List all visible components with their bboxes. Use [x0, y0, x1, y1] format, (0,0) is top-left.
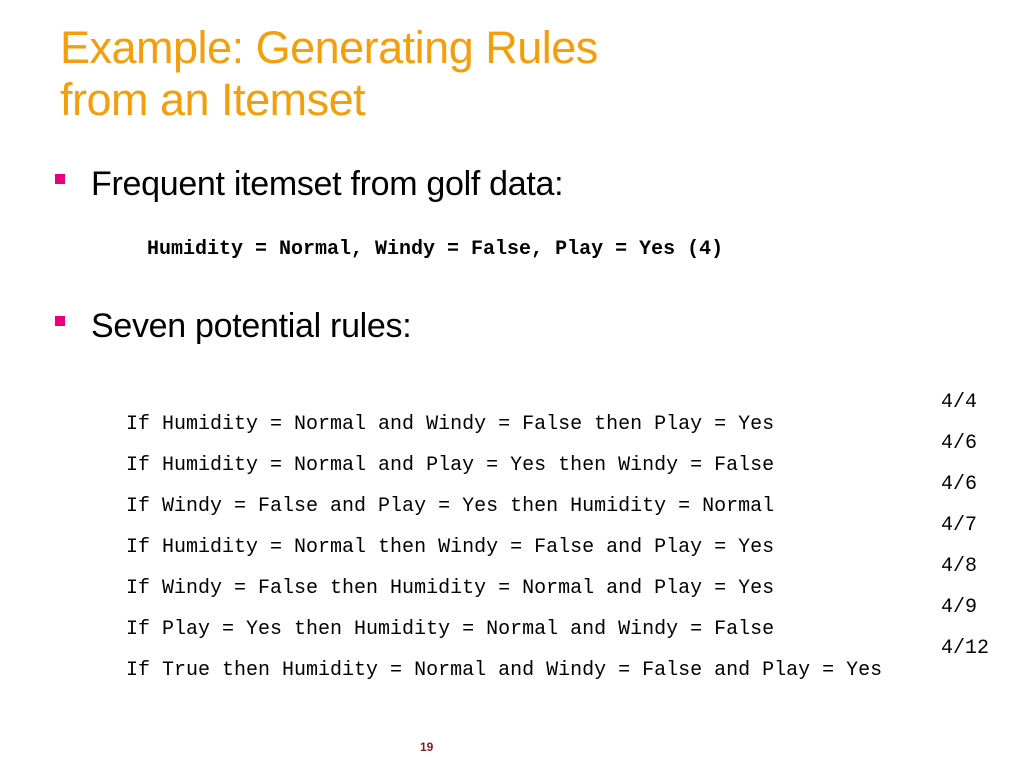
rule-text: If Humidity = Normal and Play = Yes then Windy = False	[126, 454, 775, 477]
rule-row	[54, 555, 978, 600]
rule-ratio: 4/6	[941, 473, 978, 496]
rule-ratio: 4/6	[941, 432, 978, 455]
rule-row	[54, 432, 978, 477]
rule-ratio: 4/7	[941, 514, 978, 537]
rule-row	[54, 514, 978, 559]
page-number: 19	[420, 740, 434, 754]
slide-title-line-1: Example: Generating Rules	[60, 22, 598, 73]
rules-list	[54, 391, 990, 682]
rule-row	[54, 391, 978, 436]
rule-row	[54, 596, 978, 641]
rule-row	[54, 637, 990, 682]
rule-ratio: 4/9	[941, 596, 978, 619]
bullet-seven-rules	[55, 307, 411, 346]
rule-text: If Humidity = Normal then Windy = False and Play = Yes	[126, 536, 775, 559]
rule-text: If Windy = False then Humidity = Normal and Play = Yes	[126, 577, 775, 600]
slide-title	[60, 22, 598, 126]
bullet-text: Frequent itemset from golf data:	[91, 165, 564, 203]
rule-ratio: 4/12	[941, 637, 990, 660]
rule-row	[54, 473, 978, 518]
rule-ratio: 4/4	[941, 391, 978, 414]
square-bullet-icon	[55, 174, 65, 184]
bullet-text: Seven potential rules:	[91, 307, 412, 345]
slide-title-line-2: from an Itemset	[60, 74, 366, 125]
rule-text: If Humidity = Normal and Windy = False then Play = Yes	[126, 413, 775, 436]
rule-text: If Play = Yes then Humidity = Normal and Windy = False	[126, 618, 775, 641]
square-bullet-icon	[55, 316, 65, 326]
bullet-frequent-itemset	[55, 165, 563, 204]
itemset-text: Humidity = Normal, Windy = False, Play = Yes (4)	[147, 238, 724, 261]
rule-ratio: 4/8	[941, 555, 978, 578]
rule-text: If True then Humidity = Normal and Windy = False and Play = Yes	[126, 659, 883, 682]
rule-text: If Windy = False and Play = Yes then Humidity = Normal	[126, 495, 775, 518]
